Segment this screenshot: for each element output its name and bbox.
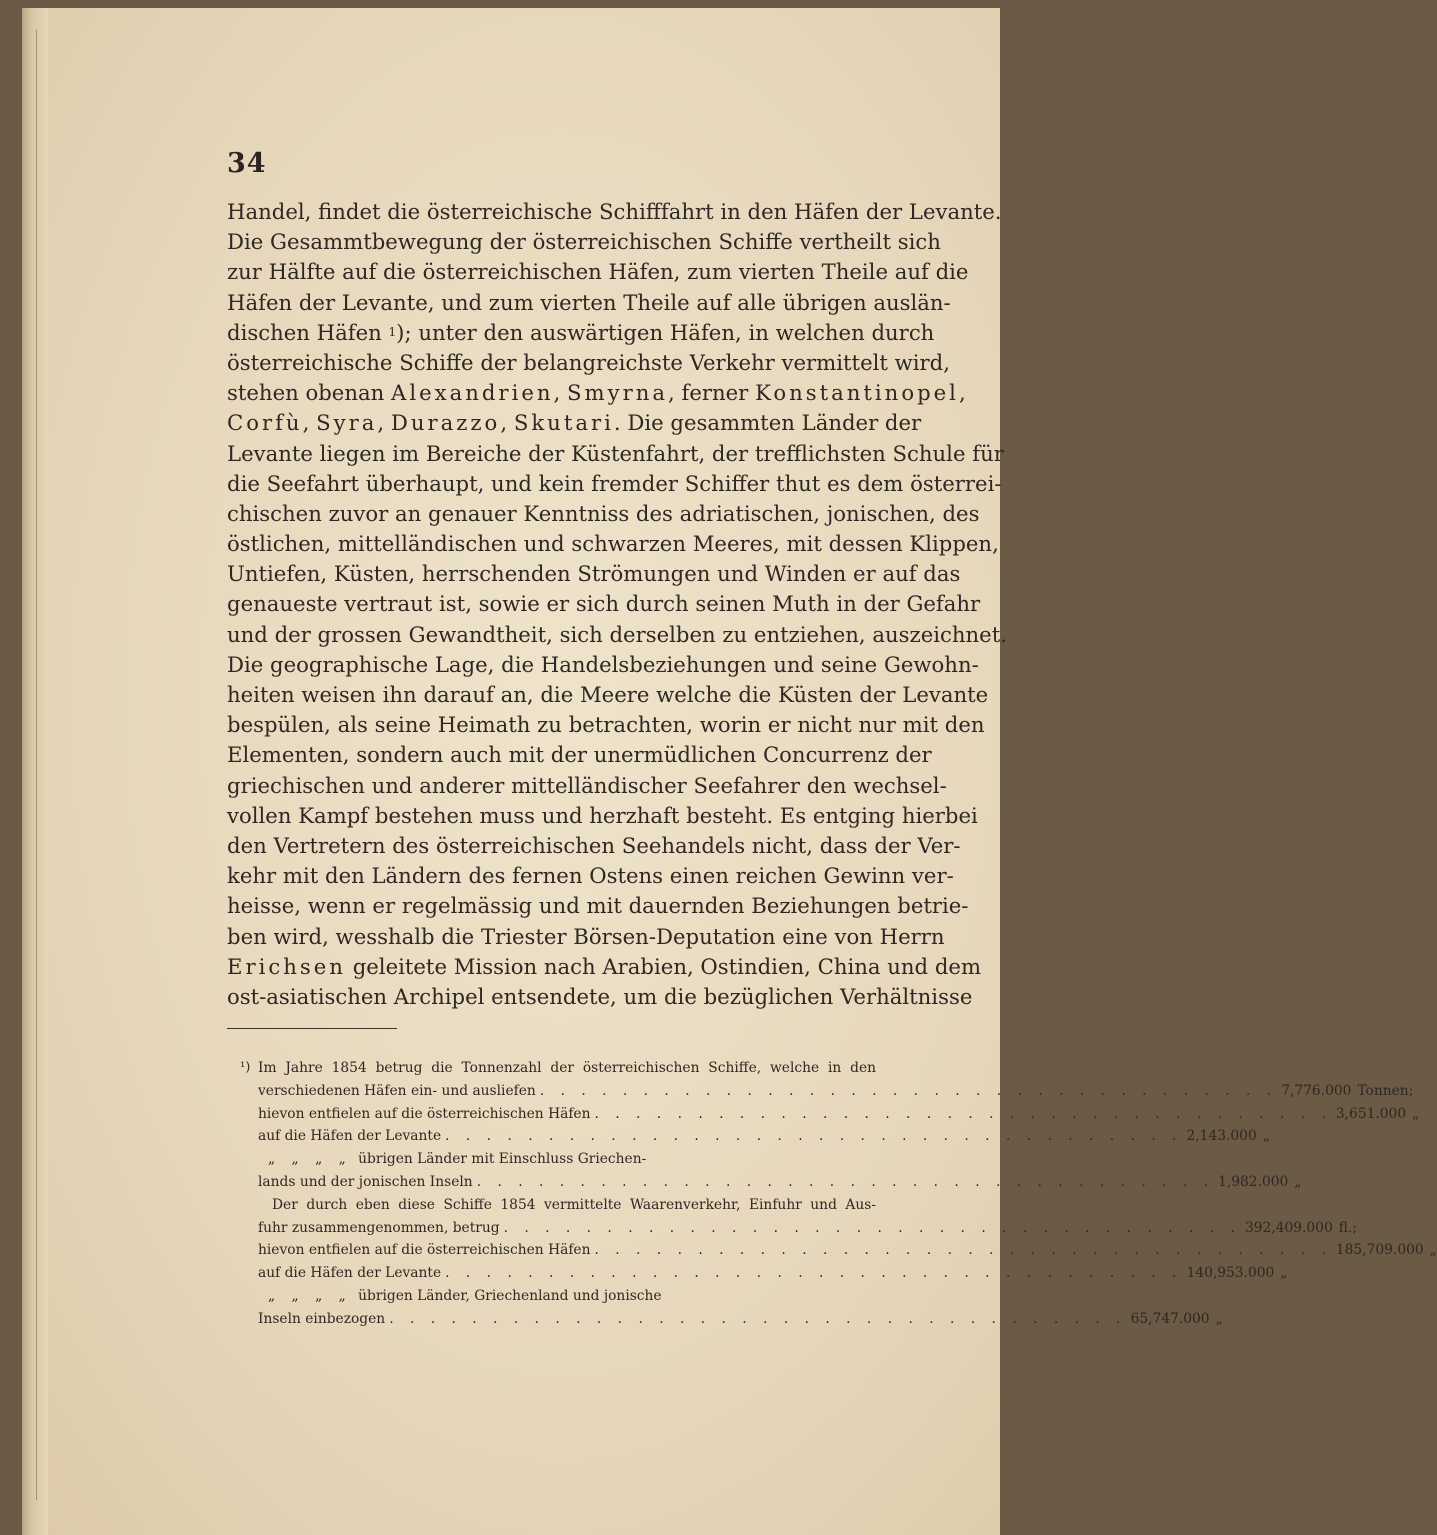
punctuation: ,	[500, 410, 508, 436]
punctuation: ,	[958, 380, 966, 406]
row-unit: „	[1280, 1265, 1288, 1282]
punctuation: ,	[377, 410, 385, 436]
leader-dots: . . . . . . . . . . . . . . . . . . . . . . . . . . . . . . . . . . . .	[594, 1242, 1332, 1259]
row-value: 185,709.000	[1335, 1242, 1424, 1259]
text-fragment: dischen Häfen	[227, 319, 382, 345]
row-unit: fl.;	[1338, 1219, 1357, 1236]
text-line	[227, 408, 922, 438]
text-line: ost-asiatischen Archipel entsendete, um die bezüglichen Verhältnisse	[227, 983, 973, 1009]
row-unit: „	[1429, 1242, 1437, 1259]
row-value: 2,143.000	[1186, 1128, 1257, 1145]
leader-dots: . . . . . . . . . . . . . . . . . . . . . . . . . . . . . . . . . . . .	[445, 1128, 1183, 1145]
text-fragment: stehen obenan	[227, 380, 385, 406]
text-line: Die geographische Lage, die Handelsbeziehungen und seine Gewohn-	[227, 651, 979, 677]
row-label: lands und der jonischen Inseln	[258, 1173, 473, 1190]
row-value: 7,776.000	[1281, 1082, 1352, 1099]
ditto-marks: „ „ „ „	[268, 1287, 346, 1304]
punctuation: ,	[553, 380, 561, 406]
text-line: und der grossen Gewandtheit, sich derselben zu entziehen, auszeichnet.	[227, 621, 1007, 647]
text-line: heisse, wenn er regelmässig und mit dauernden Beziehungen betrie-	[227, 893, 969, 919]
leader-dots: . . . . . . . . . . . . . . . . . . . . . . . . . . . . . . . . . . . .	[445, 1265, 1183, 1282]
text-fragment: geleitete Mission nach Arabien, Ostindien, China und dem	[345, 953, 982, 979]
leader-dots: . . . . . . . . . . . . . . . . . . . . . . . . . . . . . . . . . . . .	[594, 1105, 1332, 1122]
row-label: fuhr zusammengenommen, betrug	[258, 1219, 500, 1236]
place-name: Alexandrien	[391, 380, 554, 406]
place-name: Syra	[316, 410, 378, 436]
footnote-row	[240, 1125, 1270, 1148]
footnote-row	[240, 1171, 1302, 1194]
place-name: Konstantinopel	[755, 380, 959, 406]
footnote-ditto-row	[240, 1285, 876, 1308]
footnote-separator	[227, 1028, 397, 1029]
row-value: 392,409.000	[1244, 1219, 1333, 1236]
text-line: vollen Kampf bestehen muss und herzhaft besteht. Es entging hierbei	[227, 802, 978, 828]
footnote-row	[240, 1262, 1288, 1285]
footnote-row	[240, 1217, 1357, 1240]
ditto-marks: „ „ „ „	[268, 1151, 346, 1168]
leader-dots: . . . . . . . . . . . . . . . . . . . . . . . . . . . . . . . . . . . .	[503, 1219, 1241, 1236]
footnote-row	[240, 1239, 1437, 1262]
footnote-row	[240, 1103, 1420, 1126]
text-line: östlichen, mittelländischen und schwarzen Meeres, mit dessen Klippen,	[227, 531, 999, 557]
text-line: Untiefen, Küsten, herrschenden Strömungen und Winden er auf das	[227, 561, 961, 587]
row-value: 140,953.000	[1186, 1265, 1275, 1282]
text-line: genaueste vertraut ist, sowie er sich durch seinen Muth in der Gefahr	[227, 591, 981, 617]
text-line	[227, 952, 982, 982]
row-value: 1,982.000	[1218, 1173, 1289, 1190]
footnote-reference: 1	[388, 324, 397, 339]
footnote-intro: Im Jahre 1854 betrug die Tonnenzahl der österreichischen Schiffe, welche in den	[258, 1060, 876, 1076]
row-unit: „	[1412, 1105, 1420, 1122]
text-line: Häfen der Levante, und zum vierten Theile auf alle übrigen auslän-	[227, 289, 951, 315]
text-line: die Seefahrt überhaupt, und kein fremder Schiffer thut es dem österrei-	[227, 470, 1002, 496]
row-label: auf die Häfen der Levante	[258, 1265, 442, 1282]
row-unit: „	[1215, 1310, 1223, 1327]
row-label: auf die Häfen der Levante	[258, 1128, 442, 1145]
text-fragment: . Die gesammten Länder der	[613, 410, 922, 436]
text-line: dischen Häfen $^1$); unter den auswärtigen Häfen, in welchen durch	[227, 319, 935, 345]
row-label: hievon entfielen auf die österreichischen Häfen	[258, 1105, 591, 1122]
text-line: Handel, findet die österreichische Schifffahrt in den Häfen der Levante.	[227, 199, 1002, 224]
footnote-row	[240, 1308, 1223, 1331]
leader-dots: . . . . . . . . . . . . . . . . . . . . . . . . . . . . . . . . . . . .	[389, 1310, 1127, 1327]
text-line: chischen zuvor an genauer Kenntniss des adriatischen, jonischen, des	[227, 500, 980, 526]
text-line: heiten weisen ihn darauf an, die Meere welche die Küsten der Levante	[227, 682, 989, 707]
text-line: ben wird, wesshalb die Triester Börsen-Deputation eine von Herrn	[227, 923, 945, 949]
text-fragment: , ferner	[668, 380, 749, 406]
place-name: Smyrna	[567, 380, 669, 406]
text-line: griechischen und anderer mittelländischer Seefahrer den wechsel-	[227, 772, 947, 798]
punctuation: ,	[302, 410, 310, 436]
row-unit: „	[1262, 1128, 1270, 1145]
footnote-block	[240, 1057, 1437, 1331]
leader-dots: . . . . . . . . . . . . . . . . . . . . . . . . . . . . . . . . . . . .	[539, 1082, 1278, 1099]
leader-dots: . . . . . . . . . . . . . . . . . . . . . . . . . . . . . . . . . . . .	[476, 1173, 1215, 1190]
text-line: österreichische Schiffe der belangreichste Verkehr vermittelt wird,	[227, 349, 950, 375]
row-label: übrigen Länder mit Einschluss Griechen-	[358, 1151, 647, 1168]
place-name: Durazzo	[390, 410, 501, 436]
row-unit: Tonnen;	[1357, 1082, 1414, 1099]
text-line: den Vertretern des österreichischen Seehandels nicht, dass der Ver-	[227, 832, 961, 858]
text-line: kehr mit den Ländern des fernen Ostens einen reichen Gewinn ver-	[227, 863, 954, 889]
footnote-marker: ¹)	[240, 1060, 251, 1075]
row-value: 65,747.000	[1130, 1310, 1210, 1327]
page-binding-edge	[22, 8, 48, 1535]
binding-line	[36, 30, 37, 1500]
row-value: 3,651.000	[1335, 1105, 1407, 1122]
text-line: bespülen, als seine Heimath zu betrachten, worin er nicht nur mit den	[227, 712, 985, 738]
person-name: Erichsen	[227, 953, 346, 979]
footnote-paragraph: Der durch eben diese Schiffe 1854 vermittelte Waarenverkehr, Einfuhr und Aus-	[272, 1196, 876, 1213]
text-line: Die Gesammtbewegung der österreichischen Schiffe vertheilt sich	[227, 229, 941, 255]
row-label: Inseln einbezogen	[258, 1310, 386, 1327]
place-name: Skutari	[513, 410, 614, 436]
text-line	[227, 378, 966, 408]
footnote-row	[240, 1080, 1414, 1103]
place-name: Corfù	[227, 410, 303, 436]
page-number: 34	[227, 148, 267, 179]
row-label: hievon entfielen auf die österreichischen Häfen	[258, 1242, 591, 1259]
text-line: zur Hälfte auf die österreichischen Häfen, zum vierten Theile auf die	[227, 259, 969, 285]
row-label: verschiedenen Häfen ein- und ausliefen	[258, 1082, 536, 1099]
text-line: Elementen, sondern auch mit der unermüdlichen Concurrenz der	[227, 742, 932, 768]
row-unit: „	[1294, 1173, 1302, 1190]
row-label: übrigen Länder, Griechenland und jonische	[358, 1287, 662, 1304]
text-fragment: ; unter den auswärtigen Häfen, in welchen durch	[404, 319, 935, 345]
text-line: Levante liegen im Bereiche der Küstenfahrt, der trefflichsten Schule für	[227, 440, 1004, 466]
footnote-ditto-row	[240, 1148, 876, 1171]
body-text	[227, 197, 1007, 1012]
